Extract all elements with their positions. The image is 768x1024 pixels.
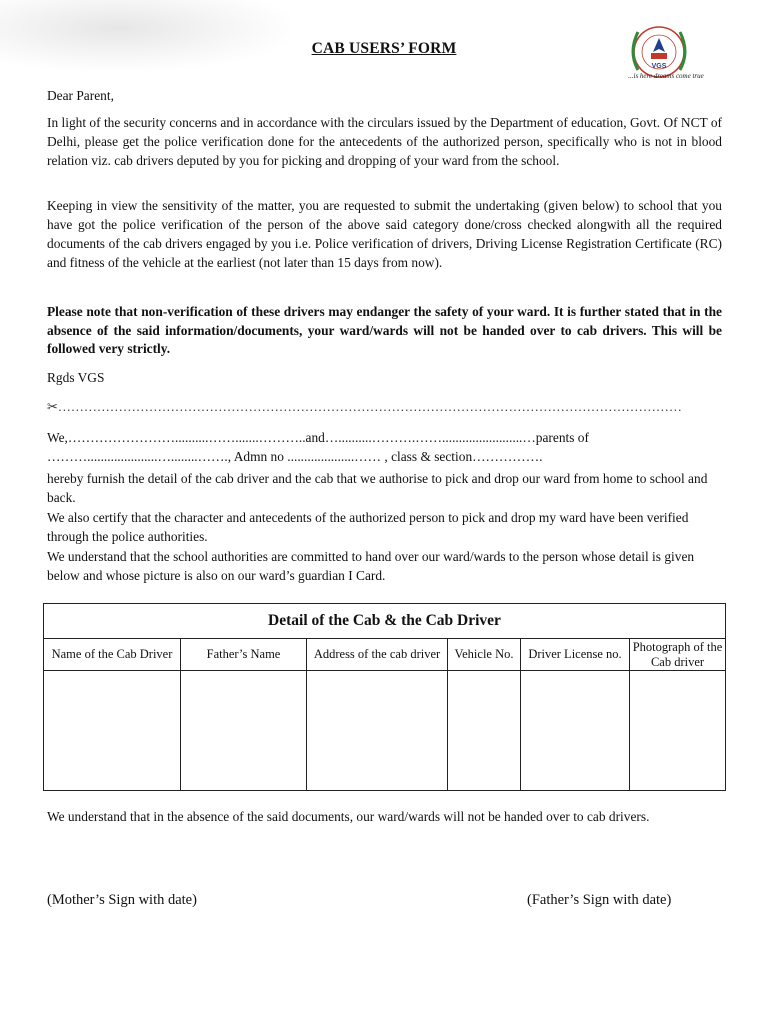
- column-header-fathers-name: Father’s Name: [181, 639, 307, 671]
- column-header-driver-name: Name of the Cab Driver: [44, 639, 181, 671]
- table-caption: Detail of the Cab & the Cab Driver: [44, 604, 726, 639]
- certification-paragraph: We also certify that the character and antecedents of the authorized person to pick and drop my ward have been verified through the police authorities.: [47, 510, 689, 544]
- cell-license-no[interactable]: [521, 671, 630, 791]
- column-header-license-no: Driver License no.: [521, 639, 630, 671]
- cab-driver-detail-table: [43, 603, 726, 791]
- cell-driver-name[interactable]: [44, 671, 181, 791]
- cell-fathers-name[interactable]: [181, 671, 307, 791]
- scanned-smudge: [0, 0, 290, 70]
- logo-initials: VGS: [651, 63, 667, 70]
- cell-vehicle-no[interactable]: [448, 671, 521, 791]
- column-header-photograph: Photograph of the Cab driver: [630, 639, 726, 671]
- parents-name-line[interactable]: We,……………………..........…….......………..and…..........……….……........................…parents of: [47, 430, 589, 445]
- signoff: Rgds VGS: [47, 370, 105, 385]
- logo-motto: ...is here dreams come true: [628, 72, 704, 80]
- page-title: CAB USERS’ FORM: [311, 40, 457, 57]
- closing-statement: We understand that in the absence of the said documents, our ward/wards will not be handed over to cab drivers.: [47, 809, 650, 824]
- request-paragraph: Keeping in view the sensitivity of the matter, you are requested to submit the undertaking (given below) to school that you have got the police verification of the person of the above said category done/cross checked alongwith all the required documents of the cab drivers engaged by you i.e. Police verification of drivers, Driving License Registration Certificate (RC) and fitness of the vehicle at the earliest (not later than 15 days from now).: [47, 198, 722, 270]
- mother-signature-label[interactable]: (Mother’s Sign with date): [47, 892, 197, 908]
- column-header-address: Address of the cab driver: [307, 639, 448, 671]
- admission-details-line[interactable]: ……….....................…........……., Admn no ....................…… , class & section…………….: [47, 449, 543, 464]
- father-signature-label[interactable]: (Father’s Sign with date): [527, 892, 672, 908]
- salutation: Dear Parent,: [47, 88, 114, 103]
- warning-paragraph: Please note that non-verification of these drivers may endanger the safety of your ward. It is further stated that in the absence of the said information/documents, your ward/wards will not be handed over to cab drivers. This will be followed very strictly.: [47, 304, 722, 356]
- intro-paragraph: In light of the security concerns and in accordance with the circulars issued by the Department of education, Govt. Of NCT of Delhi, please get the police verification done for the antecedents of the authorized person, specifically who is not in blood relation viz. cab drivers deputed by you for picking and dropping of your ward from the school.: [47, 115, 722, 168]
- cut-line: ✂………………………………………………………………………………………………………………………………: [47, 399, 682, 414]
- undertaking-paragraph: hereby furnish the detail of the cab driver and the cab that we authorise to pick and drop our ward from home to school and back.: [47, 471, 708, 505]
- understanding-paragraph: We understand that the school authorities are committed to hand over our ward/wards to the person whose detail is given below and whose picture is also on our ward’s guardian I Card.: [47, 549, 695, 583]
- cell-photograph[interactable]: [630, 671, 726, 791]
- cell-address[interactable]: [307, 671, 448, 791]
- column-header-vehicle-no: Vehicle No.: [448, 639, 521, 671]
